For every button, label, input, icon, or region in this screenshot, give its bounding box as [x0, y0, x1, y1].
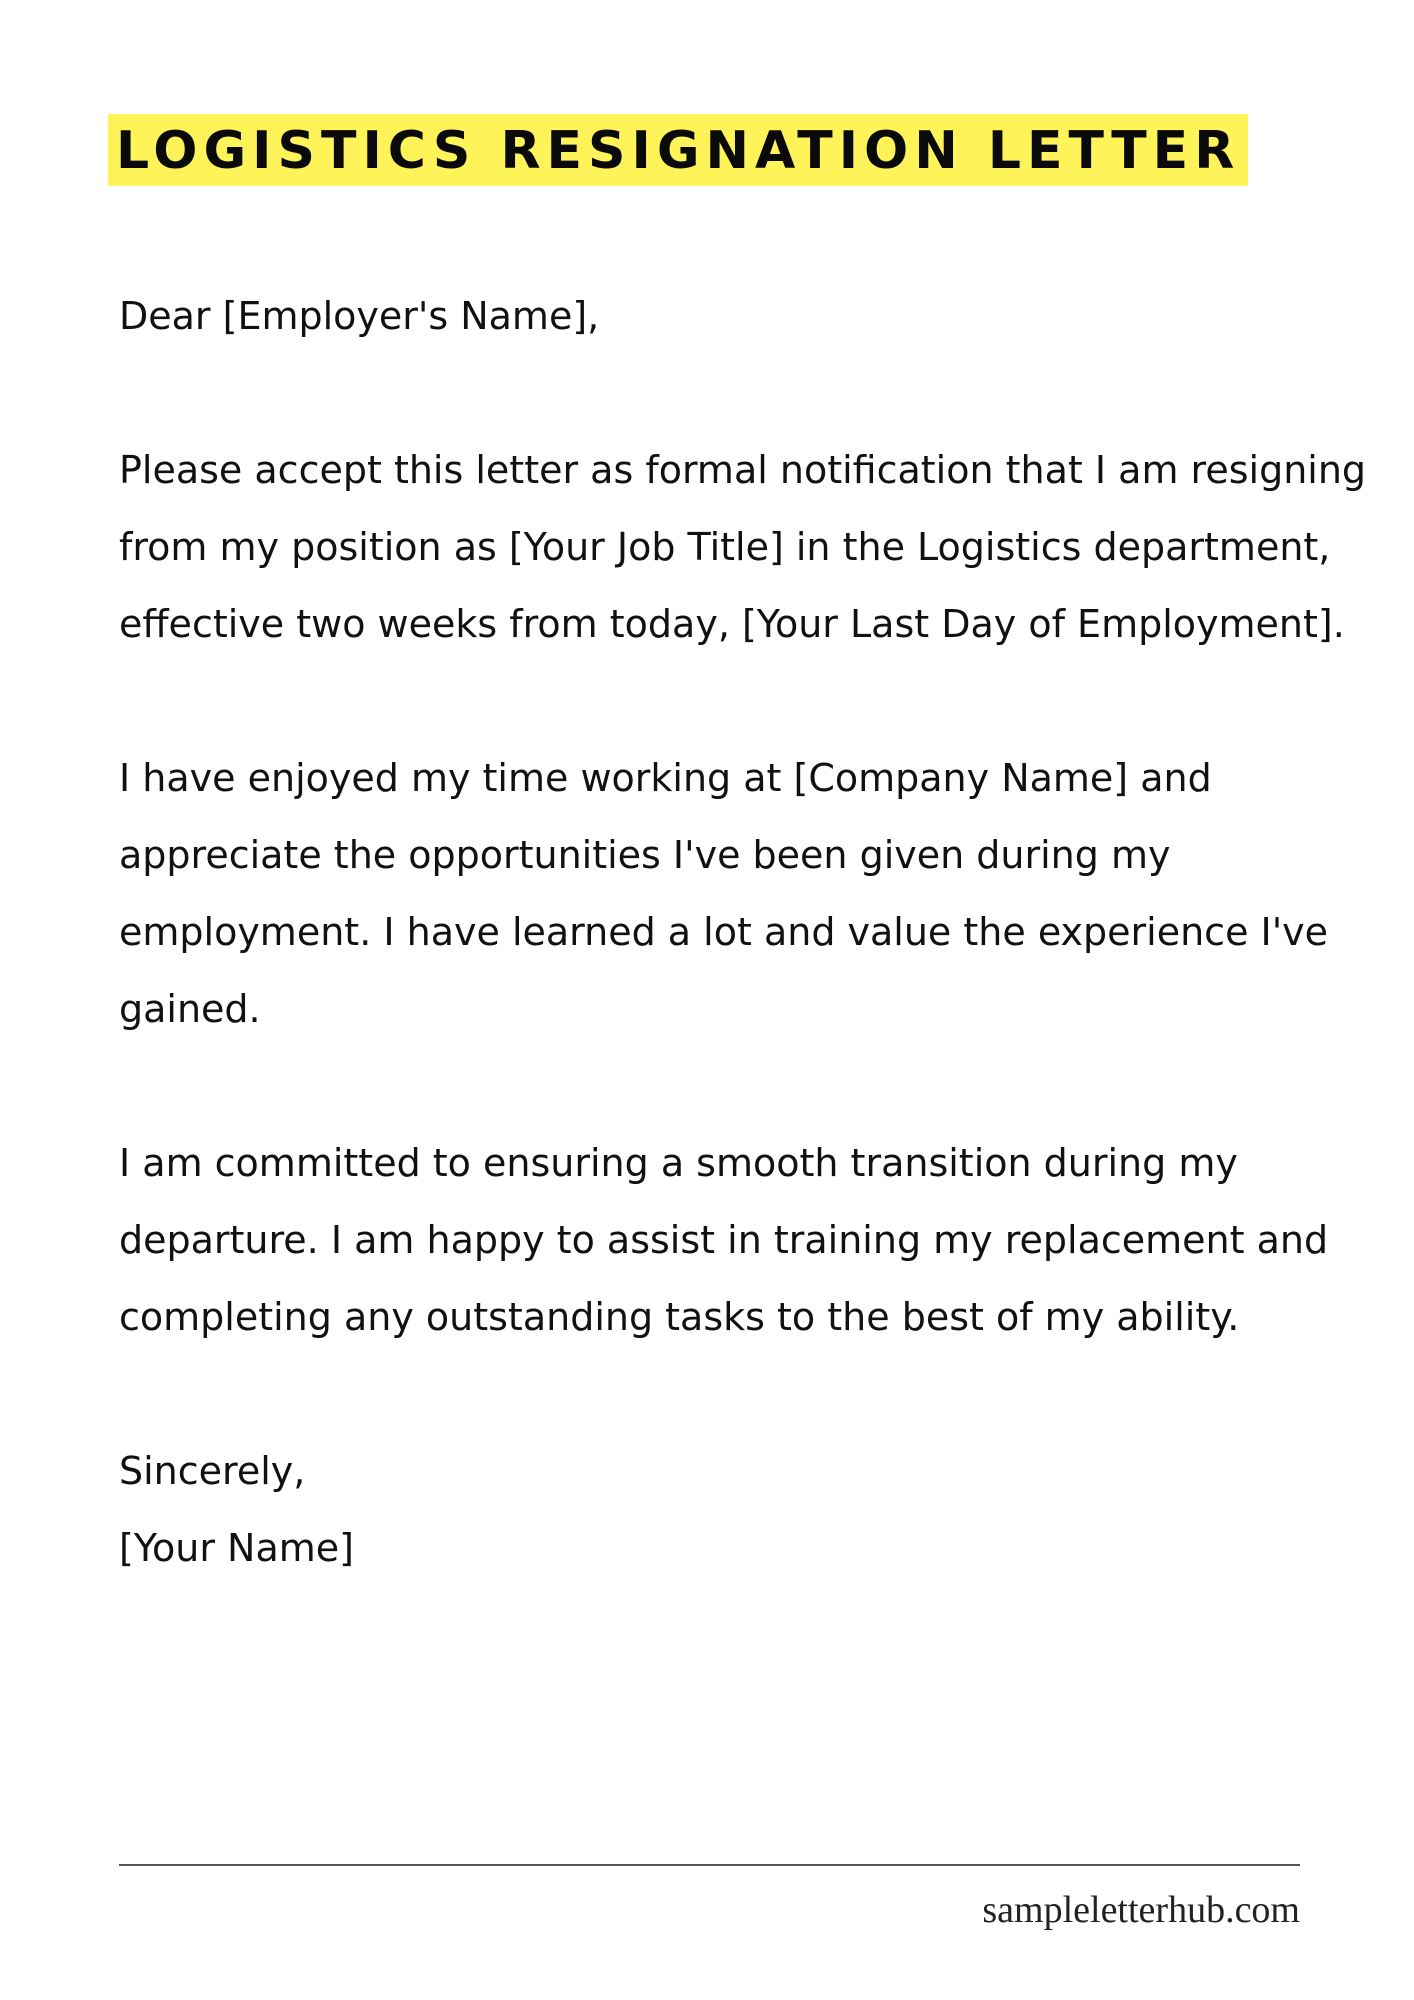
- salutation: Dear [Employer's Name],: [119, 294, 600, 338]
- paragraph-2: I have enjoyed my time working at [Company Name] and appreciate the opportunities I've been given during my employment. I have learned a lot and value the experience I've gained.: [119, 756, 1329, 1031]
- title-highlight: [108, 114, 1248, 186]
- footer-site: sampleletterhub.com: [982, 1889, 1300, 1931]
- closing: Sincerely,: [119, 1449, 306, 1493]
- paragraph-1: Please accept this letter as formal notification that I am resigning from my position as [Your Job Title] in the Logistics department, effective two weeks from today, [Your Last Day of Employment].: [119, 448, 1367, 646]
- footer-divider: [119, 1864, 1300, 1866]
- signature: [Your Name]: [119, 1526, 354, 1570]
- paragraph-3: I am committed to ensuring a smooth transition during my departure. I am happy to assist in training my replacement and completing any outstanding tasks to the best of my ability.: [119, 1141, 1329, 1339]
- page-title: LOGISTICS RESIGNATION LETTER: [116, 121, 1241, 181]
- letter-body: [119, 278, 1369, 1587]
